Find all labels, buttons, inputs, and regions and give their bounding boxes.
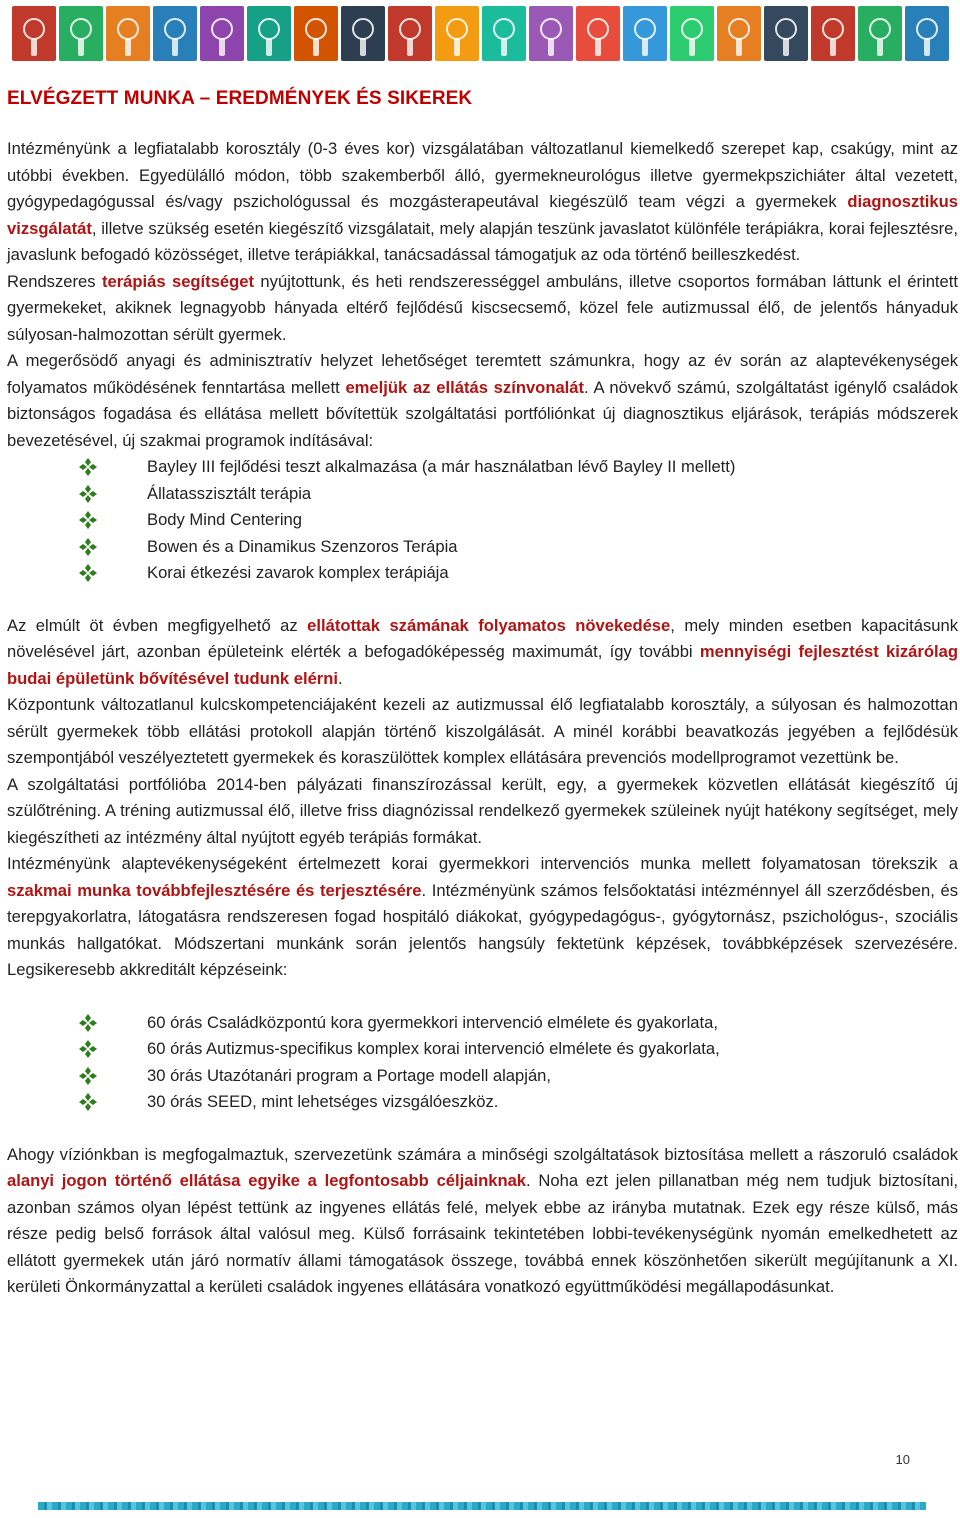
p4-text-a: Az elmúlt öt évben megfigyelhető az (7, 615, 308, 635)
page-content (7, 84, 958, 1301)
child-figure-icon (540, 18, 562, 40)
p8-highlight: alanyi jogon történő ellátása egyike a legfontosabb céljainknak (7, 1171, 527, 1190)
child-figure-icon (728, 18, 750, 40)
diamond-bullet-icon (79, 1014, 97, 1032)
list-item-text: Állatasszisztált terápia (147, 483, 312, 503)
child-figure-body (454, 38, 460, 56)
banner-tile (905, 6, 949, 61)
child-figure-body (172, 38, 178, 56)
child-figure-icon (587, 18, 609, 40)
child-figure-body (595, 38, 601, 56)
child-figure-icon (164, 18, 186, 40)
child-figure-icon (305, 18, 327, 40)
diamond-bullet-icon (79, 1067, 97, 1085)
header-banner (12, 6, 949, 61)
child-figure-body (78, 38, 84, 56)
child-figure-icon (634, 18, 656, 40)
p3-text-b: . A növekvő számú, szolgáltatást igénylő családok biztonságos fogadása és ellátása mellett bővítettük szolgáltatási portfóliónkat új diagnosztikus eljárások, terápiás módszerek bevezetésével, új szakmai programok indításával: (7, 377, 958, 450)
paragraph-therapy (7, 269, 958, 349)
child-figure-body (219, 38, 225, 56)
child-figure-body (642, 38, 648, 56)
child-figure-body (31, 38, 37, 56)
paragraph-parent-training: A szolgáltatási portfólióba 2014-ben pályázati finanszírozással került, egy, a gyermekek közvetlen ellátását kiegészítő új szülőtréning. A tréning autizmussal élő, illetve friss diagnózissal rendelkező gyermekek szüleinek nyújt hatékony segítséget, mely kiegészítheti az intézmény által nyújtott egyéb terápiás formákat. (7, 774, 958, 847)
p2-highlight: terápiás segítséget (101, 271, 255, 291)
p3-highlight: emeljük az ellátás színvonalát (345, 377, 585, 397)
child-figure-icon (117, 18, 139, 40)
banner-tile (341, 6, 385, 61)
banner-tile (670, 6, 714, 61)
banner-tile (529, 6, 573, 61)
child-figure-body (360, 38, 366, 56)
list-item-text: 60 órás Családközpontú kora gyermekkori intervenció elmélete és gyakorlata, (147, 1012, 718, 1032)
list-item-text: 30 órás Utazótanári program a Portage modell alapján, (147, 1065, 552, 1085)
child-figure-body (313, 38, 319, 56)
child-figure-icon (493, 18, 515, 40)
p8-text-b: . Noha ezt jelen pillanatban még nem tudjuk biztosítani, azonban számos olyan lépést tettünk az ingyenes ellátás felé, melyek ebbe az irányba mutatnak. Ezek egy része külső, más része pedig belső források által valósul meg. Külső forrásaink tekintetében lobbi-tevékenységünk nyomán emelkedhetett az ellátott gyermekek után járó normatív állami támogatások összege, továbbá ennek köszönhetően sikerült megújítanunk a XI. kerületi Önkormányzattal a kerületi családok ingyenes ellátására vonatkozó együttműködési megállapodásunkat. (7, 1171, 958, 1296)
banner-tile (858, 6, 902, 61)
child-figure-icon (70, 18, 92, 40)
banner-tile (764, 6, 808, 61)
p2-text-b: nyújtottunk, és heti rendszerességgel ambuláns, illetve csoportos formában láttunk el érintett gyermekeket, akiknek legnagyobb hányada eltérő fejlődésű kiscsecsemő, közel fele autizmussal élő, de jelentős hányaduk súlyosan-halmozottan sérült gyermek. (7, 271, 958, 344)
list-item (79, 1010, 958, 1037)
p4-text-b: , mely minden esetben kapacitásunk növelésével járt, azonban épületeink elérték a befogadóképesség maximumát, így további (7, 615, 958, 661)
child-figure-icon (775, 18, 797, 40)
banner-tile (106, 6, 150, 61)
child-figure-icon (869, 18, 891, 40)
child-figure-body (548, 38, 554, 56)
child-figure-body (266, 38, 272, 56)
child-figure-icon (23, 18, 45, 40)
child-figure-body (924, 38, 930, 56)
p3-text-a: A megerősödő anyagi és adminisztratív helyzet lehetőséget teremtett számunkra, hogy az év során az alaptevékenységek folyamatos működésének fenntartása mellett (7, 351, 958, 397)
p4-highlight-1: ellátottak számának folyamatos növekedése (307, 615, 671, 635)
paragraph-services (7, 348, 958, 454)
child-figure-icon (211, 18, 233, 40)
list-item (79, 454, 958, 481)
child-figure-icon (916, 18, 938, 40)
child-figure-body (877, 38, 883, 56)
child-figure-body (501, 38, 507, 56)
diamond-bullet-icon (79, 1040, 97, 1058)
child-figure-icon (681, 18, 703, 40)
p7-text-b: . Intézményünk számos felsőoktatási intézménnyel áll szerződésben, és terepgyakorlatra, látogatásra rendszeresen fogad hospitáló diákokat, gyógypedagógus-, gyógytornász, pszichológus-, szociális munkás hallgatókat. Módszertani munkánk során jelentős hangsúly fektetünk képzések, továbbképzések szervezésére. Legsikeresebb akkreditált képzéseink: (7, 880, 958, 979)
banner-tile (388, 6, 432, 61)
list-item-text: Bowen és a Dinamikus Szenzoros Terápia (147, 536, 458, 556)
list-item (79, 1089, 958, 1116)
banner-tile (153, 6, 197, 61)
child-figure-icon (822, 18, 844, 40)
p1-highlight: diagnosztikus vizsgálatát (7, 192, 958, 238)
list-item (79, 1036, 958, 1063)
child-figure-icon (352, 18, 374, 40)
list-item-text: Bayley III fejlődési teszt alkalmazása (a már használatban lévő Bayley II mellett) (147, 457, 736, 476)
child-figure-icon (258, 18, 280, 40)
paragraph-diagnostics (7, 136, 958, 269)
p4-text-c: . (338, 668, 343, 688)
list-item (79, 507, 958, 534)
banner-tile (717, 6, 761, 61)
paragraph-vision (7, 1142, 958, 1301)
p4-highlight-2: mennyiségi fejlesztést kizárólag budai épületünk bővítésével tudunk elérni (7, 642, 958, 688)
banner-tile (482, 6, 526, 61)
diamond-bullet-icon (79, 485, 97, 503)
banner-tile (294, 6, 338, 61)
section-heading: ELVÉGZETT MUNKA – EREDMÉNYEK ÉS SIKEREK (7, 88, 473, 109)
p8-text-a: Ahogy víziónkban is megfogalmaztuk, szervezetünk számára a minőségi szolgáltatások biztosítása mellett a rászoruló családok (7, 1144, 958, 1164)
banner-tile (811, 6, 855, 61)
new-services-list (7, 454, 958, 587)
footer-bar (38, 1502, 926, 1510)
page-number: 10 (895, 1452, 910, 1467)
child-figure-body (407, 38, 413, 56)
child-figure-body (736, 38, 742, 56)
child-figure-body (689, 38, 695, 56)
list-item (79, 534, 958, 561)
child-figure-body (783, 38, 789, 56)
child-figure-icon (446, 18, 468, 40)
list-item (79, 1063, 958, 1090)
banner-tile (59, 6, 103, 61)
p1-text-a: Intézményünk a legfiatalabb korosztály (0-3 éves kor) vizsgálatában változatlanul kiemelkedő szerepet kap, csakúgy, mint az utóbbi években. Egyedülálló módon, több szakemberből álló, gyermekneurológus illetve gyermekpszichiáter által vezetett, gyógypedagógussal és/vagy pszichológussal és mozgásterapeutával kiegészülő team végzi a gyermekek (7, 139, 958, 211)
child-figure-icon (399, 18, 421, 40)
diamond-bullet-icon (79, 1093, 97, 1111)
banner-tile (623, 6, 667, 61)
diamond-bullet-icon (79, 511, 97, 529)
list-item-text: Korai étkezési zavarok komplex terápiája (147, 563, 449, 582)
banner-tile (200, 6, 244, 61)
p7-highlight: szakmai munka továbbfejlesztésére és terjesztésére (7, 880, 422, 900)
banner-tile (576, 6, 620, 61)
banner-tile (247, 6, 291, 61)
trainings-list (7, 1010, 958, 1116)
p7-text-a: Intézményünk alaptevékenységeként értelmezett korai gyermekkori intervenciós munka mellett folyamatosan törekszik a (7, 854, 958, 873)
list-item-text: Body Mind Centering (147, 510, 302, 529)
diamond-bullet-icon (79, 564, 97, 582)
paragraph-competence: Központunk változatlanul kulcskompetenciájaként kezeli az autizmussal élő legfiatalabb korosztály, a súlyosan és halmozottan sérült gyermekek több ellátási protokoll alapján történő kiszolgálását. A minél korábbi beavatkozás jegyében a fejlődésük szempontjából veszélyeztetett gyermekek és koraszülöttek komplex ellátására prevenciós modellprogramot vezettünk be. (7, 695, 958, 767)
list-item-text: 60 órás Autizmus-specifikus komplex korai intervenció elmélete és gyakorlata, (147, 1039, 720, 1058)
banner-tile (435, 6, 479, 61)
child-figure-body (125, 38, 131, 56)
list-item-text: 30 órás SEED, mint lehetséges vizsgálóeszköz. (147, 1092, 499, 1111)
banner-tile (12, 6, 56, 61)
diamond-bullet-icon (79, 458, 97, 476)
list-item (79, 481, 958, 508)
diamond-bullet-icon (79, 538, 97, 556)
list-item (79, 560, 958, 587)
paragraph-training (7, 851, 958, 984)
paragraph-growth (7, 613, 958, 693)
p2-text-a: Rendszeres (7, 271, 102, 291)
p1-text-b: , illetve szükség esetén kiegészítő vizsgálatait, mely alapján teszünk javaslatot különféle terápiákra, korai fejlesztésre, javaslunk befogadó közösséget, illetve terápiákkal, tanácsadással támogatjuk az oda történő beilleszkedést. (7, 218, 958, 264)
child-figure-body (830, 38, 836, 56)
